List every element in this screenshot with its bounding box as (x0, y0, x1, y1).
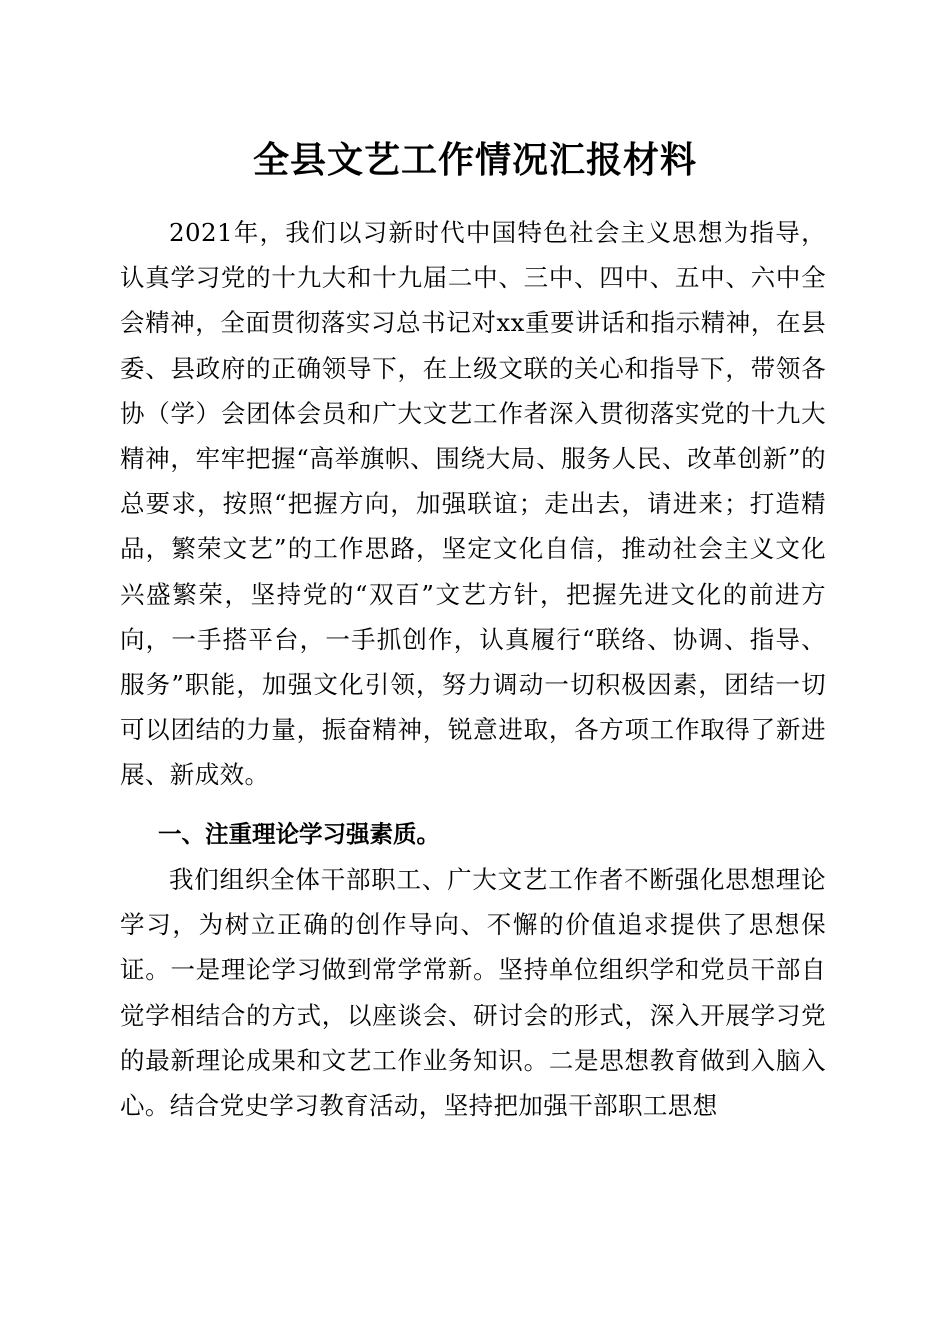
section-1-paragraph: 我们组织全体干部职工、广大文艺工作者不断强化思想理论学习，为树立正确的创作导向、不懈的价值追求提供了思想保证。一是理论学习做到常学常新。坚持单位组织学和党员干部自觉学相结合的方式，以座谈会、研讨会的形式，深入开展学习党的最新理论成果和文艺工作业务知识。二是思想教育做到入脑入心。结合党史学习教育活动，坚持把加强干部职工思想 (120, 865, 826, 1121)
intro-paragraph: 2021年，我们以习新时代中国特色社会主义思想为指导，认真学习党的十九大和十九届二中、三中、四中、五中、六中全会精神，全面贯彻落实习总书记对xx重要讲话和指示精神，在县委、县政府的正确领导下，在上级文联的关心和指导下，带领各协（学）会团体会员和广大文艺工作者深入贯彻落实党的十九大精神，牢牢把握“高举旗帜、围绕大局、服务人民、改革创新”的总要求，按照“把握方向，加强联谊；走出去，请进来；打造精品，繁荣文艺”的工作思路，坚定文化自信，推动社会主义文化兴盛繁荣，坚持党的“双百”文艺方针，把握先进文化的前进方向，一手搭平台，一手抓创作，认真履行“联络、协调、指导、服务”职能，加强文化引领，努力调动一切积极因素，团结一切可以团结的力量，振奋精神，锐意进取，各方项工作取得了新进展、新成效。 (120, 218, 826, 790)
document-title: 全县文艺工作情况汇报材料 (252, 139, 697, 181)
section-heading-1: 一、注重理论学习强素质。 (158, 820, 440, 848)
